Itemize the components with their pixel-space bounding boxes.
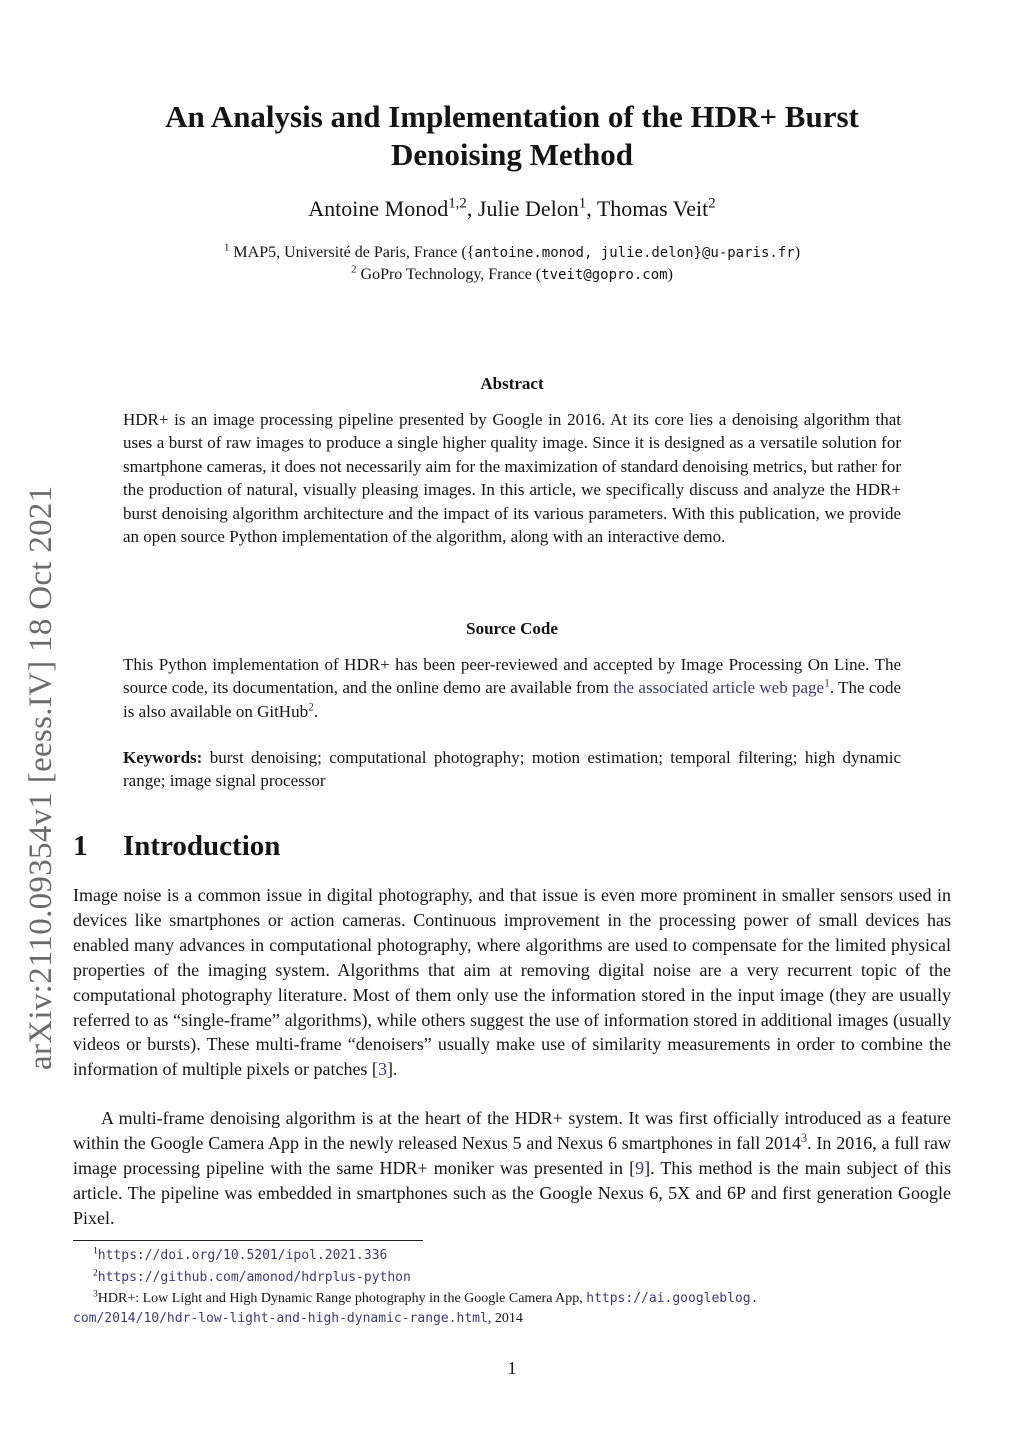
author-list: Antoine Monod$^{1,2}$, Julie Delon$^1$, Thomas Veit$^2$ <box>308 195 716 221</box>
affiliation-text: MAP5, Université de Paris, France ({ <box>233 244 475 261</box>
author-affiliation-ref: 1,2 <box>448 195 467 212</box>
section-number: 1 <box>73 830 88 862</box>
arxiv-identifier: arXiv:2110.09354v1 [eess.IV] 18 Oct 2021 <box>23 485 59 1070</box>
author-affiliation-ref: 2 <box>708 195 716 212</box>
page-number: 1 <box>507 1358 517 1378</box>
affiliation-close: ) <box>667 266 673 283</box>
author-name: Julie Delon <box>477 196 579 221</box>
footnote-text: , 2014 <box>487 1311 523 1326</box>
email-domain: }@u-paris.fr <box>693 245 795 261</box>
affiliation-line <box>110 242 914 264</box>
paragraph-text: Image noise is a common issue in digital photography, and that issue is even more prominent in smaller sensors used in devices like smartphones or action cameras. Continuous improvement in the processing power of small devices has enabled many advances in computational photography, where algorithms are used to compensate for the limited physical properties of the imaging system. Algorithms that aim at removing digital noise are a very recurrent topic of the computational photography literature. Most of them only use the information stored in the input image (they are usually referred to as “single-frame” algorithms), while others suggest the use of information stored in additional images (usually videos or bursts). These multi-frame “denoisers” usually make use of similarity measurements in order to combine the information of multiple pixels or patches [ <box>73 885 951 1080</box>
section-title: Introduction <box>123 830 281 862</box>
author-name: Antoine Monod <box>308 196 449 221</box>
source-code-text: This Python implementation of HDR+ has been peer-reviewed and accepted by Image Processing On Line. The source code, its documentation, and the online demo are available from <box>123 655 901 698</box>
source-code-body <box>123 653 901 723</box>
footnote-ref[interactable]: 2 <box>308 700 314 714</box>
footnote-ref[interactable]: 1 <box>824 676 830 690</box>
footnote-continuation <box>73 1309 951 1329</box>
footnote-url[interactable]: com/2014/10/hdr-low-light-and-high-dynamic-range.html <box>73 1311 488 1326</box>
author-affiliation-ref: 1 <box>578 195 587 212</box>
affiliation-number: 2 <box>351 263 357 276</box>
footnote-text: HDR+: Low Light and High Dynamic Range photography in the Google Camera App, <box>97 1291 587 1306</box>
affiliation-close: ) <box>794 244 801 261</box>
citation-link[interactable]: 9 <box>635 1157 645 1178</box>
paragraph-text: ]. <box>386 1059 398 1080</box>
footnote-url[interactable]: https://doi.org/10.5201/ipol.2021.336 <box>97 1248 388 1263</box>
source-code-text: . The code is also available on GitHub <box>123 678 901 721</box>
article-web-page-link[interactable]: the associated article web page <box>613 678 825 698</box>
paragraph-text: . In 2016, a full raw image processing pipeline with the same HDR+ moniker was presented in [ <box>73 1132 951 1178</box>
footnote-ref[interactable]: 3 <box>801 1130 808 1145</box>
author-name: Thomas Veit <box>596 196 709 221</box>
footnote-number: 2 <box>93 1268 98 1279</box>
affiliation-line <box>110 264 914 286</box>
body-paragraph <box>73 1106 951 1231</box>
abstract-body: HDR+ is an image processing pipeline presented by Google in 2016. At its core lies a denoising algorithm that uses a burst of raw images to produce a single higher quality image. Since it is designed as a versatile solution for smartphone cameras, it does not necessarily aim for the maximization of standard denoising metrics, but rather for the production of natural, visually pleasing images. In this article, we specifically discuss and analyze the HDR+ burst denoising algorithm architecture and the impact of its various parameters. With this publication, we provide an open source Python implementation of the algorithm, along with an interactive demo. <box>123 410 901 547</box>
footnote <box>93 1246 971 1266</box>
source-code-text: . <box>313 701 319 721</box>
footnote-url[interactable]: https://ai.googleblog. <box>586 1291 759 1306</box>
affiliations <box>110 242 914 286</box>
paper-title: An Analysis and Implementation of the HDR+ Burst Denoising Method <box>165 99 859 172</box>
footnote <box>93 1289 951 1309</box>
email-address[interactable]: antoine.monod, julie.delon <box>474 245 694 261</box>
footnote-number: 1 <box>93 1246 98 1257</box>
footnote-url[interactable]: https://github.com/amonod/hdrplus-python <box>97 1270 411 1285</box>
abstract-heading: Abstract <box>480 374 544 393</box>
footnote <box>93 1268 971 1288</box>
citation-link[interactable]: 3 <box>377 1059 387 1080</box>
keywords-label: Keywords: <box>123 748 203 767</box>
keywords-list: burst denoising; computational photography; motion estimation; temporal filtering; high dynamic range; image signal processor <box>123 748 901 791</box>
affiliation-number: 1 <box>223 241 230 254</box>
paragraph-text: ]. This method is the main subject of this article. The pipeline was embedded in smartphones such as the Google Nexus 6, 5X and 6P and first generation Google Pixel. <box>73 1157 951 1228</box>
email-address[interactable]: tveit@gopro.com <box>541 267 668 283</box>
footnote-divider <box>73 1240 423 1241</box>
footnote-number: 3 <box>93 1289 98 1300</box>
affiliation-text: GoPro Technology, France ( <box>360 266 542 283</box>
paragraph-text: A multi-frame denoising algorithm is at the heart of the HDR+ system. It was first officially introduced as a feature within the Google Camera App in the newly released Nexus 5 and Nexus 6 smartphones in fall 2014 <box>73 1108 951 1153</box>
body-paragraph <box>73 883 951 1082</box>
keywords <box>123 746 901 793</box>
source-code-heading: Source Code <box>466 619 558 638</box>
section-heading-introduction <box>73 826 280 866</box>
